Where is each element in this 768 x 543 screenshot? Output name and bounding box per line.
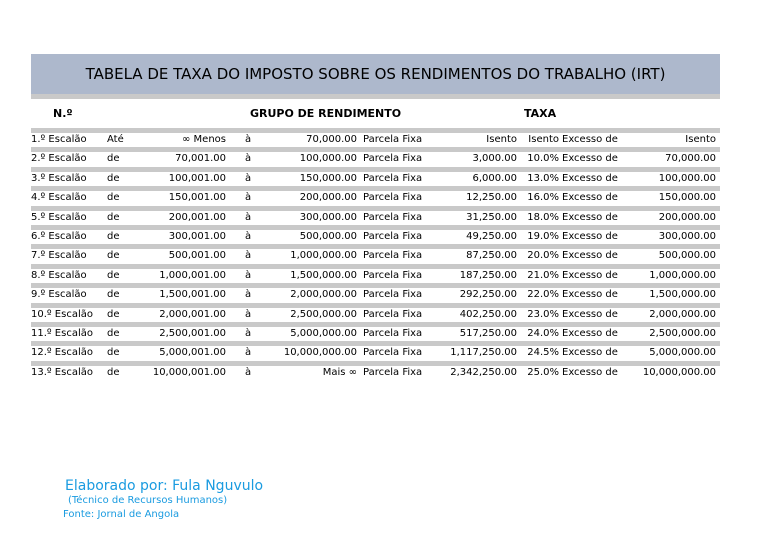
cell-prep: de: [107, 231, 120, 242]
cell-a: à: [245, 289, 252, 301]
cell-a: à: [245, 250, 252, 262]
cell-exc: Excesso de: [562, 153, 618, 165]
cell-to: 100,000.00: [299, 153, 357, 165]
header-income-group: GRUPO DE RENDIMENTO: [250, 107, 402, 120]
cell-prep: Até: [107, 134, 124, 145]
cell-rate: 16.0%: [527, 192, 559, 204]
cell-rate: Isento: [528, 134, 559, 145]
cell-a: à: [245, 134, 252, 145]
row-separator: [31, 167, 720, 172]
cell-pf: Parcela Fixa: [363, 172, 423, 184]
cell-a: à: [245, 347, 252, 359]
cell-excess: 1,000,000.00: [649, 269, 716, 281]
cell-a: à: [245, 231, 252, 242]
cell-to: 500,000.00: [299, 231, 357, 242]
cell-to: 1,500,000.00: [290, 269, 357, 281]
row-separator: [31, 322, 720, 327]
cell-excess: 200,000.00: [658, 211, 716, 223]
cell-prep: de: [107, 328, 120, 339]
cell-rate: 10.0%: [527, 153, 559, 165]
cell-to: 1,000,000.00: [290, 250, 357, 262]
cell-a: à: [245, 172, 252, 184]
row-separator: [31, 341, 720, 346]
cell-excess: 500,000.00: [658, 250, 716, 262]
cell-pf: Parcela Fixa: [363, 231, 423, 242]
cell-rate: 24.5%: [527, 347, 559, 359]
table-row: [31, 289, 720, 303]
cell-a: à: [245, 366, 252, 378]
cell-from: 5,000,001.00: [159, 347, 226, 359]
table-row: [31, 153, 720, 167]
row-separator: [31, 303, 720, 308]
cell-excess: 2,500,000.00: [649, 328, 716, 339]
header-rate: TAXA: [524, 107, 557, 120]
cell-pf: Parcela Fixa: [363, 192, 423, 204]
cell-escalao: 8.º Escalão: [31, 269, 87, 281]
table-row: [31, 231, 720, 245]
cell-prep: de: [107, 308, 120, 320]
cell-fixed: 87,250.00: [466, 250, 517, 262]
cell-pf: Parcela Fixa: [363, 308, 423, 320]
cell-escalao: 12.º Escalão: [31, 347, 93, 359]
cell-rate: 13.0%: [527, 172, 559, 184]
cell-exc: Excesso de: [562, 308, 618, 320]
table-row: [31, 192, 720, 206]
cell-a: à: [245, 308, 252, 320]
row-separator: [31, 147, 720, 152]
cell-fixed: 517,250.00: [459, 328, 517, 339]
cell-fixed: 402,250.00: [459, 308, 517, 320]
cell-from: 2,500,001.00: [159, 328, 226, 339]
cell-exc: Excesso de: [562, 134, 618, 145]
cell-a: à: [245, 328, 252, 339]
cell-exc: Excesso de: [562, 250, 618, 262]
table-row: [31, 347, 720, 361]
cell-to: 300,000.00: [299, 211, 357, 223]
cell-from: 300,001.00: [168, 231, 226, 242]
cell-escalao: 7.º Escalão: [31, 250, 87, 262]
cell-fixed: 2,342,250.00: [450, 366, 517, 378]
table-row: [31, 309, 720, 323]
table-row: [31, 367, 720, 381]
cell-prep: de: [107, 347, 120, 359]
cell-excess: 5,000,000.00: [649, 347, 716, 359]
cell-rate: 23.0%: [527, 308, 559, 320]
table-row: [31, 328, 720, 342]
cell-pf: Parcela Fixa: [363, 250, 423, 262]
cell-excess: 150,000.00: [658, 192, 716, 204]
row-separator: [31, 361, 720, 366]
cell-escalao: 5.º Escalão: [31, 211, 87, 223]
cell-exc: Excesso de: [562, 172, 618, 184]
cell-escalao: 2.º Escalão: [31, 153, 87, 165]
cell-exc: Excesso de: [562, 347, 618, 359]
cell-to: 5,000,000.00: [290, 328, 357, 339]
cell-from: 10,000,001.00: [152, 366, 226, 378]
cell-escalao: 10.º Escalão: [31, 308, 93, 320]
cell-a: à: [245, 153, 252, 165]
cell-to: Mais ∞: [322, 366, 357, 378]
table-row: [31, 134, 720, 148]
cell-prep: de: [107, 269, 120, 281]
cell-pf: Parcela Fixa: [363, 347, 423, 359]
table-title-bar: [31, 54, 720, 94]
table-title: TABELA DE TAXA DO IMPOSTO SOBRE OS RENDIMENTOS DO TRABALHO (IRT): [85, 65, 666, 83]
row-separator: [31, 264, 720, 269]
cell-from: 150,001.00: [168, 192, 226, 204]
cell-excess: 100,000.00: [658, 172, 716, 184]
column-headers: [31, 99, 720, 127]
cell-rate: 20.0%: [527, 250, 559, 262]
cell-rate: 21.0%: [527, 269, 559, 281]
cell-excess: 300,000.00: [658, 231, 716, 242]
cell-pf: Parcela Fixa: [363, 269, 423, 281]
credit-author: Elaborado por: Fula Nguvulo: [65, 478, 264, 494]
cell-a: à: [245, 269, 252, 281]
credit-role: (Técnico de Recursos Humanos): [68, 495, 228, 506]
cell-prep: de: [107, 192, 120, 204]
cell-exc: Excesso de: [562, 289, 618, 301]
table-row: [31, 212, 720, 226]
table-row: [31, 270, 720, 284]
cell-excess: 2,000,000.00: [649, 308, 716, 320]
row-separator: [31, 244, 720, 249]
cell-exc: Excesso de: [562, 211, 618, 223]
cell-to: 2,000,000.00: [290, 289, 357, 301]
table-row: [31, 250, 720, 264]
cell-fixed: Isento: [486, 134, 517, 145]
cell-pf: Parcela Fixa: [363, 211, 423, 223]
cell-from: 70,001.00: [175, 153, 226, 165]
cell-exc: Excesso de: [562, 269, 618, 281]
table-row: [31, 173, 720, 187]
cell-escalao: 3.º Escalão: [31, 172, 87, 184]
cell-prep: de: [107, 250, 120, 262]
cell-escalao: 9.º Escalão: [31, 289, 87, 301]
cell-escalao: 11.º Escalão: [31, 328, 93, 339]
cell-fixed: 292,250.00: [459, 289, 517, 301]
cell-pf: Parcela Fixa: [363, 134, 423, 145]
cell-excess: 1,500,000.00: [649, 289, 716, 301]
credit-source: Fonte: Jornal de Angola: [63, 509, 180, 520]
cell-to: 150,000.00: [299, 172, 357, 184]
cell-from: 500,001.00: [168, 250, 226, 262]
cell-fixed: 12,250.00: [466, 192, 517, 204]
row-separator: [31, 225, 720, 230]
cell-fixed: 3,000.00: [472, 153, 517, 165]
cell-rate: 19.0%: [527, 231, 559, 242]
row-separator: [31, 128, 720, 133]
cell-excess: 10,000,000.00: [642, 366, 716, 378]
cell-pf: Parcela Fixa: [363, 153, 423, 165]
cell-to: 10,000,000.00: [283, 347, 357, 359]
cell-fixed: 49,250.00: [466, 231, 517, 242]
cell-fixed: 1,117,250.00: [450, 347, 517, 359]
cell-from: ∞ Menos: [182, 134, 226, 145]
cell-pf: Parcela Fixa: [363, 328, 423, 339]
cell-from: 1,500,001.00: [159, 289, 226, 301]
cell-to: 200,000.00: [299, 192, 357, 204]
cell-pf: Parcela Fixa: [363, 289, 423, 301]
cell-prep: de: [107, 366, 120, 378]
cell-a: à: [245, 192, 252, 204]
row-separator: [31, 186, 720, 191]
cell-rate: 24.0%: [527, 328, 559, 339]
row-separator: [31, 206, 720, 211]
cell-to: 2,500,000.00: [290, 308, 357, 320]
cell-to: 70,000.00: [306, 134, 357, 145]
cell-rate: 18.0%: [527, 211, 559, 223]
cell-fixed: 6,000.00: [472, 172, 517, 184]
row-separator: [31, 283, 720, 288]
cell-prep: de: [107, 289, 120, 301]
cell-escalao: 1.º Escalão: [31, 134, 87, 145]
cell-a: à: [245, 211, 252, 223]
cell-excess: 70,000.00: [665, 153, 716, 165]
cell-exc: Excesso de: [562, 231, 618, 242]
cell-escalao: 13.º Escalão: [31, 366, 93, 378]
cell-escalao: 4.º Escalão: [31, 192, 87, 204]
cell-prep: de: [107, 211, 120, 223]
cell-rate: 25.0%: [527, 366, 559, 378]
cell-exc: Excesso de: [562, 366, 618, 378]
cell-prep: de: [107, 172, 120, 184]
cell-fixed: 187,250.00: [459, 269, 517, 281]
cell-fixed: 31,250.00: [466, 211, 517, 223]
cell-from: 2,000,001.00: [159, 308, 226, 320]
cell-exc: Excesso de: [562, 192, 618, 204]
cell-escalao: 6.º Escalão: [31, 231, 87, 242]
cell-excess: Isento: [685, 134, 716, 145]
cell-from: 100,001.00: [168, 172, 226, 184]
cell-from: 200,001.00: [168, 211, 226, 223]
header-number: N.º: [53, 107, 73, 120]
cell-rate: 22.0%: [527, 289, 559, 301]
cell-from: 1,000,001.00: [159, 269, 226, 281]
cell-prep: de: [107, 153, 120, 165]
cell-exc: Excesso de: [562, 328, 618, 339]
cell-pf: Parcela Fixa: [363, 366, 423, 378]
